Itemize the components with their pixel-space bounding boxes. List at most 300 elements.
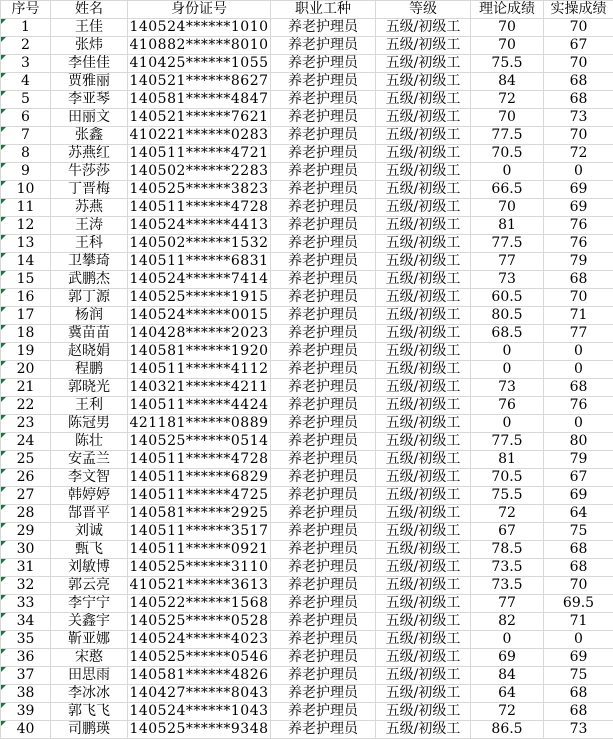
cell-practical[interactable]: 76	[544, 217, 613, 235]
cell-level[interactable]: 五级/初级工	[376, 289, 471, 307]
cell-id[interactable]: 140511******4725	[129, 487, 269, 503]
cell-serial[interactable]	[1, 325, 51, 343]
cell-job[interactable]: 养老护理员	[271, 595, 376, 613]
cell-name[interactable]: 李宁宁	[51, 595, 128, 613]
cell-job[interactable]: 养老护理员	[271, 541, 376, 559]
cell-name[interactable]: 田丽文	[51, 109, 128, 127]
cell-practical[interactable]: 0	[544, 163, 613, 181]
cell-level[interactable]: 五级/初级工	[376, 91, 471, 109]
cell-name[interactable]: 卫攀琦	[51, 253, 128, 271]
cell-level[interactable]: 五级/初级工	[376, 451, 471, 469]
cell-theory[interactable]: 86.5	[471, 721, 544, 739]
cell-level[interactable]: 五级/初级工	[376, 199, 471, 217]
cell-theory[interactable]: 77.5	[471, 127, 544, 145]
header-id-number[interactable]: 身份证号	[128, 1, 271, 19]
cell-level[interactable]: 五级/初级工	[376, 253, 471, 271]
cell-practical[interactable]: 0	[544, 631, 613, 649]
cell-theory[interactable]: 70.5	[471, 145, 544, 163]
cell-serial[interactable]	[1, 217, 51, 235]
cell-practical[interactable]: 68	[544, 379, 613, 397]
cell-id[interactable]: 421181******0889	[129, 415, 269, 431]
serial-number-text: 2	[21, 37, 30, 53]
cell-job[interactable]: 养老护理员	[271, 613, 376, 631]
cell-level[interactable]: 五级/初级工	[376, 667, 471, 685]
cell-name[interactable]: 冀苗苗	[51, 325, 128, 343]
cell-job[interactable]: 养老护理员	[271, 721, 376, 739]
cell-practical[interactable]: 70	[544, 19, 613, 37]
cell-level[interactable]: 五级/初级工	[376, 649, 471, 667]
cell-theory[interactable]: 73	[471, 271, 544, 289]
table-row	[1, 703, 613, 721]
cell-id[interactable]: 140525******0546	[129, 649, 269, 665]
cell-level[interactable]: 五级/初级工	[376, 721, 471, 739]
cell-level[interactable]: 五级/初级工	[376, 631, 471, 649]
cell-name[interactable]: 陈壮	[51, 433, 128, 451]
table-row	[1, 289, 613, 307]
header-theory-score[interactable]: 理论成绩	[471, 1, 544, 19]
cell-job[interactable]: 养老护理员	[271, 37, 376, 55]
cell-level[interactable]: 五级/初级工	[376, 181, 471, 199]
cell-level[interactable]: 五级/初级工	[376, 577, 471, 595]
cell-serial[interactable]	[1, 577, 51, 595]
cell-theory[interactable]: 70.5	[471, 469, 544, 487]
cell-name[interactable]: 程鹏	[51, 361, 128, 379]
cell-job[interactable]: 养老护理员	[271, 415, 376, 433]
cell-practical[interactable]: 68	[544, 559, 613, 577]
cell-theory[interactable]: 76	[471, 397, 544, 415]
cell-practical[interactable]: 77	[544, 325, 613, 343]
cell-theory[interactable]: 75.5	[471, 487, 544, 505]
cell-name[interactable]: 郭云亮	[51, 577, 128, 595]
cell-theory[interactable]: 73.5	[471, 559, 544, 577]
cell-serial[interactable]	[1, 253, 51, 271]
cell-serial[interactable]	[1, 451, 51, 469]
cell-serial[interactable]	[1, 631, 51, 649]
header-serial-number[interactable]: 序号	[1, 1, 51, 19]
cell-level[interactable]: 五级/初级工	[376, 55, 471, 73]
cell-id[interactable]: 140581******4847	[129, 91, 269, 107]
cell-name[interactable]: 张鑫	[51, 127, 128, 145]
cell-theory[interactable]: 77	[471, 253, 544, 271]
cell-name[interactable]: 司鹏瑛	[51, 721, 128, 739]
table-row	[1, 595, 613, 613]
cell-practical[interactable]: 69	[544, 199, 613, 217]
cell-job[interactable]: 养老护理员	[271, 505, 376, 523]
cell-id[interactable]: 140524******0015	[129, 307, 269, 323]
cell-serial[interactable]	[1, 307, 51, 325]
cell-name[interactable]: 李冰冰	[51, 685, 128, 703]
cell-id[interactable]: 140511******4721	[129, 145, 269, 161]
cell-serial[interactable]	[1, 73, 51, 91]
cell-practical[interactable]: 68	[544, 91, 613, 109]
cell-id[interactable]: 140525******1915	[129, 289, 269, 305]
cell-practical[interactable]: 73	[544, 109, 613, 127]
cell-level[interactable]: 五级/初级工	[376, 469, 471, 487]
cell-theory[interactable]: 73	[471, 379, 544, 397]
cell-practical[interactable]: 70	[544, 289, 613, 307]
cell-theory[interactable]: 0	[471, 415, 544, 433]
cell-job[interactable]: 养老护理员	[271, 271, 376, 289]
cell-level[interactable]: 五级/初级工	[376, 541, 471, 559]
cell-theory[interactable]: 72	[471, 505, 544, 523]
cell-name[interactable]: 关鑫宇	[51, 613, 128, 631]
cell-theory[interactable]: 0	[471, 163, 544, 181]
cell-job[interactable]: 养老护理员	[271, 199, 376, 217]
cell-name[interactable]: 靳亚娜	[51, 631, 128, 649]
cell-name[interactable]: 郭飞飞	[51, 703, 128, 721]
cell-name[interactable]: 丁晋梅	[51, 181, 128, 199]
cell-id[interactable]: 140581******2925	[129, 505, 269, 521]
cell-serial[interactable]	[1, 559, 51, 577]
cell-job[interactable]: 养老护理员	[271, 577, 376, 595]
cell-job[interactable]: 养老护理员	[271, 55, 376, 73]
cell-level[interactable]: 五级/初级工	[376, 379, 471, 397]
cell-id[interactable]: 140321******4211	[129, 379, 269, 395]
cell-name[interactable]: 郜晋平	[51, 505, 128, 523]
cell-job[interactable]: 养老护理员	[271, 91, 376, 109]
cell-id[interactable]: 410521******3613	[129, 577, 269, 593]
cell-job[interactable]: 养老护理员	[271, 685, 376, 703]
cell-name[interactable]: 李亚琴	[51, 91, 128, 109]
cell-serial[interactable]	[1, 613, 51, 631]
cell-job[interactable]: 养老护理员	[271, 163, 376, 181]
cell-job[interactable]: 养老护理员	[271, 667, 376, 685]
cell-practical[interactable]: 69	[544, 181, 613, 199]
cell-name[interactable]: 田思雨	[51, 667, 128, 685]
header-occupation[interactable]: 职业工种	[271, 1, 376, 19]
cell-practical[interactable]: 71	[544, 613, 613, 631]
cell-job[interactable]: 养老护理员	[271, 343, 376, 361]
cell-level[interactable]: 五级/初级工	[376, 19, 471, 37]
cell-theory[interactable]: 70	[471, 37, 544, 55]
cell-serial[interactable]	[1, 541, 51, 559]
cell-job[interactable]: 养老护理员	[271, 253, 376, 271]
cell-job[interactable]: 养老护理员	[271, 631, 376, 649]
cell-name[interactable]: 牛莎莎	[51, 163, 128, 181]
cell-level[interactable]: 五级/初级工	[376, 235, 471, 253]
cell-theory[interactable]: 72	[471, 703, 544, 721]
cell-name[interactable]: 甄飞	[51, 541, 128, 559]
cell-name[interactable]: 张炜	[51, 37, 128, 55]
cell-job[interactable]: 养老护理员	[271, 379, 376, 397]
cell-name[interactable]: 韩婷婷	[51, 487, 128, 505]
cell-id[interactable]: 140427******8043	[129, 685, 269, 701]
cell-serial[interactable]	[1, 91, 51, 109]
cell-practical[interactable]: 69.5	[544, 595, 613, 613]
cell-id[interactable]: 410221******0283	[129, 127, 269, 143]
cell-job[interactable]: 养老护理员	[271, 433, 376, 451]
cell-id[interactable]: 140525******9348	[129, 721, 269, 737]
cell-level[interactable]: 五级/初级工	[376, 433, 471, 451]
cell-serial[interactable]	[1, 109, 51, 127]
cell-theory[interactable]: 77.5	[471, 433, 544, 451]
cell-level[interactable]: 五级/初级工	[376, 505, 471, 523]
cell-serial[interactable]	[1, 469, 51, 487]
cell-theory[interactable]: 81	[471, 451, 544, 469]
cell-practical[interactable]: 71	[544, 307, 613, 325]
cell-name[interactable]: 苏燕红	[51, 145, 128, 163]
cell-practical[interactable]: 69	[544, 487, 613, 505]
cell-theory[interactable]: 64	[471, 685, 544, 703]
cell-theory[interactable]: 73.5	[471, 577, 544, 595]
cell-practical[interactable]: 68	[544, 541, 613, 559]
cell-level[interactable]: 五级/初级工	[376, 523, 471, 541]
cell-theory[interactable]: 78.5	[471, 541, 544, 559]
cell-id[interactable]: 140511******3517	[129, 523, 269, 539]
serial-number-text: 35	[16, 631, 35, 647]
cell-serial[interactable]	[1, 37, 51, 55]
cell-error-triangle-icon	[1, 505, 6, 510]
cell-practical[interactable]: 75	[544, 523, 613, 541]
cell-level[interactable]: 五级/初级工	[376, 271, 471, 289]
cell-practical[interactable]: 73	[544, 721, 613, 739]
cell-theory[interactable]: 66.5	[471, 181, 544, 199]
cell-id[interactable]: 140524******1010	[129, 19, 269, 35]
cell-serial[interactable]	[1, 127, 51, 145]
cell-theory[interactable]: 0	[471, 343, 544, 361]
cell-job[interactable]: 养老护理员	[271, 109, 376, 127]
cell-serial[interactable]	[1, 487, 51, 505]
cell-practical[interactable]: 64	[544, 505, 613, 523]
cell-theory[interactable]: 84	[471, 73, 544, 91]
cell-name[interactable]: 杨润	[51, 307, 128, 325]
cell-job[interactable]: 养老护理员	[271, 217, 376, 235]
cell-job[interactable]: 养老护理员	[271, 73, 376, 91]
cell-practical[interactable]: 79	[544, 451, 613, 469]
cell-name[interactable]: 宋憨	[51, 649, 128, 667]
cell-id[interactable]: 140524******4023	[129, 631, 269, 647]
cell-serial[interactable]	[1, 361, 51, 379]
cell-practical[interactable]: 76	[544, 397, 613, 415]
cell-serial[interactable]	[1, 163, 51, 181]
cell-job[interactable]: 养老护理员	[271, 325, 376, 343]
cell-serial[interactable]	[1, 343, 51, 361]
cell-error-triangle-icon	[1, 721, 6, 726]
cell-level[interactable]: 五级/初级工	[376, 109, 471, 127]
cell-serial[interactable]	[1, 505, 51, 523]
cell-level[interactable]: 五级/初级工	[376, 73, 471, 91]
cell-theory[interactable]: 70	[471, 199, 544, 217]
cell-serial[interactable]	[1, 181, 51, 199]
cell-job[interactable]: 养老护理员	[271, 145, 376, 163]
cell-id[interactable]: 140521******7621	[129, 109, 269, 125]
cell-practical[interactable]: 0	[544, 361, 613, 379]
cell-practical[interactable]: 68	[544, 685, 613, 703]
cell-name[interactable]: 赵晓娟	[51, 343, 128, 361]
cell-id[interactable]: 140521******8627	[129, 73, 269, 89]
cell-name[interactable]: 刘诚	[51, 523, 128, 541]
cell-level[interactable]: 五级/初级工	[376, 217, 471, 235]
cell-practical[interactable]: 0	[544, 415, 613, 433]
cell-practical[interactable]: 68	[544, 271, 613, 289]
cell-job[interactable]: 养老护理员	[271, 487, 376, 505]
cell-theory[interactable]: 70	[471, 109, 544, 127]
cell-job[interactable]: 养老护理员	[271, 19, 376, 37]
cell-job[interactable]: 养老护理员	[271, 361, 376, 379]
table-row	[1, 271, 613, 289]
cell-name[interactable]: 苏燕	[51, 199, 128, 217]
cell-name[interactable]: 郭晓光	[51, 379, 128, 397]
cell-name[interactable]: 王利	[51, 397, 128, 415]
cell-serial[interactable]	[1, 397, 51, 415]
cell-id[interactable]: 140525******3823	[129, 181, 269, 197]
cell-name[interactable]: 刘敏博	[51, 559, 128, 577]
cell-job[interactable]: 养老护理员	[271, 523, 376, 541]
cell-job[interactable]: 养老护理员	[271, 559, 376, 577]
cell-id[interactable]: 140511******0921	[129, 541, 269, 557]
cell-job[interactable]: 养老护理员	[271, 397, 376, 415]
cell-name[interactable]: 郭丁源	[51, 289, 128, 307]
cell-error-triangle-icon	[1, 217, 6, 222]
cell-level[interactable]: 五级/初级工	[376, 343, 471, 361]
cell-level[interactable]: 五级/初级工	[376, 685, 471, 703]
cell-level[interactable]: 五级/初级工	[376, 127, 471, 145]
cell-id[interactable]: 140581******4826	[129, 667, 269, 683]
cell-theory[interactable]: 72	[471, 91, 544, 109]
cell-practical[interactable]: 69	[544, 649, 613, 667]
cell-level[interactable]: 五级/初级工	[376, 613, 471, 631]
cell-id[interactable]: 410882******8010	[129, 37, 269, 53]
cell-practical[interactable]: 75	[544, 667, 613, 685]
serial-number-text: 6	[21, 109, 30, 125]
cell-theory[interactable]: 84	[471, 667, 544, 685]
cell-serial[interactable]	[1, 235, 51, 253]
cell-id[interactable]: 140511******4424	[129, 397, 269, 413]
cell-name[interactable]: 安孟兰	[51, 451, 128, 469]
cell-job[interactable]: 养老护理员	[271, 235, 376, 253]
cell-theory[interactable]: 69	[471, 649, 544, 667]
header-level[interactable]: 等级	[376, 1, 471, 19]
cell-error-triangle-icon	[1, 109, 6, 114]
cell-name[interactable]: 王涛	[51, 217, 128, 235]
cell-job[interactable]: 养老护理员	[271, 649, 376, 667]
cell-id[interactable]: 140502******2283	[129, 163, 269, 179]
cell-job[interactable]: 养老护理员	[271, 127, 376, 145]
cell-theory[interactable]: 75.5	[471, 55, 544, 73]
cell-job[interactable]: 养老护理员	[271, 469, 376, 487]
cell-theory[interactable]: 60.5	[471, 289, 544, 307]
cell-theory[interactable]: 80.5	[471, 307, 544, 325]
cell-name[interactable]: 李文智	[51, 469, 128, 487]
cell-serial[interactable]	[1, 649, 51, 667]
cell-id[interactable]: 140522******1568	[129, 595, 269, 611]
cell-practical[interactable]: 67	[544, 37, 613, 55]
header-practical-score[interactable]: 实操成绩	[544, 1, 613, 19]
cell-practical[interactable]: 70	[544, 577, 613, 595]
cell-serial[interactable]	[1, 379, 51, 397]
cell-serial[interactable]	[1, 55, 51, 73]
cell-serial[interactable]	[1, 721, 51, 739]
cell-level[interactable]: 五级/初级工	[376, 361, 471, 379]
cell-name[interactable]: 李佳佳	[51, 55, 128, 73]
cell-serial[interactable]	[1, 595, 51, 613]
cell-level[interactable]: 五级/初级工	[376, 415, 471, 433]
cell-id[interactable]: 140511******6831	[129, 253, 269, 269]
cell-id[interactable]: 140581******1920	[129, 343, 269, 359]
cell-practical[interactable]: 0	[544, 343, 613, 361]
cell-practical[interactable]: 67	[544, 469, 613, 487]
cell-level[interactable]: 五级/初级工	[376, 559, 471, 577]
cell-id[interactable]: 140511******4112	[129, 361, 269, 377]
cell-id[interactable]: 140524******1043	[129, 703, 269, 719]
cell-level[interactable]: 五级/初级工	[376, 703, 471, 721]
cell-serial[interactable]	[1, 19, 51, 37]
cell-job[interactable]: 养老护理员	[271, 289, 376, 307]
cell-level[interactable]: 五级/初级工	[376, 145, 471, 163]
cell-serial[interactable]	[1, 433, 51, 451]
cell-name[interactable]: 贾雅丽	[51, 73, 128, 91]
cell-practical[interactable]: 72	[544, 145, 613, 163]
cell-practical[interactable]: 80	[544, 433, 613, 451]
cell-serial[interactable]	[1, 523, 51, 541]
cell-level[interactable]: 五级/初级工	[376, 325, 471, 343]
cell-id[interactable]: 140511******6829	[129, 469, 269, 485]
cell-level[interactable]: 五级/初级工	[376, 487, 471, 505]
cell-theory[interactable]: 67	[471, 523, 544, 541]
cell-practical[interactable]: 76	[544, 235, 613, 253]
cell-error-triangle-icon	[1, 235, 6, 240]
cell-id[interactable]: 140524******4413	[129, 217, 269, 233]
cell-serial[interactable]	[1, 415, 51, 433]
cell-name[interactable]: 武鹏杰	[51, 271, 128, 289]
cell-id[interactable]: 140525******3110	[129, 559, 269, 575]
cell-theory[interactable]: 81	[471, 217, 544, 235]
cell-theory[interactable]: 70	[471, 19, 544, 37]
cell-level[interactable]: 五级/初级工	[376, 37, 471, 55]
cell-id[interactable]: 140525******0528	[129, 613, 269, 629]
cell-theory[interactable]: 0	[471, 361, 544, 379]
cell-theory[interactable]: 77.5	[471, 235, 544, 253]
cell-id[interactable]: 140524******7414	[129, 271, 269, 287]
header-name[interactable]: 姓名	[51, 1, 128, 19]
cell-id[interactable]: 140525******0514	[129, 433, 269, 449]
cell-serial[interactable]	[1, 271, 51, 289]
cell-id[interactable]: 140502******1532	[129, 235, 269, 251]
cell-practical[interactable]: 70	[544, 127, 613, 145]
cell-level[interactable]: 五级/初级工	[376, 307, 471, 325]
cell-id[interactable]: 140428******2023	[129, 325, 269, 341]
serial-number-text: 38	[16, 685, 35, 701]
cell-id[interactable]: 140511******4728	[129, 199, 269, 215]
cell-name[interactable]: 王科	[51, 235, 128, 253]
cell-job[interactable]: 养老护理员	[271, 703, 376, 721]
cell-serial[interactable]	[1, 289, 51, 307]
cell-serial[interactable]	[1, 667, 51, 685]
cell-level[interactable]: 五级/初级工	[376, 595, 471, 613]
cell-practical[interactable]: 68	[544, 703, 613, 721]
cell-theory[interactable]: 68.5	[471, 325, 544, 343]
cell-practical[interactable]: 68	[544, 73, 613, 91]
cell-theory[interactable]: 77	[471, 595, 544, 613]
cell-serial[interactable]	[1, 685, 51, 703]
cell-serial[interactable]	[1, 199, 51, 217]
cell-serial[interactable]	[1, 145, 51, 163]
cell-theory[interactable]: 0	[471, 631, 544, 649]
cell-job[interactable]: 养老护理员	[271, 181, 376, 199]
cell-name[interactable]: 王佳	[51, 19, 128, 37]
cell-practical[interactable]: 70	[544, 55, 613, 73]
cell-id[interactable]: 410425******1055	[129, 55, 269, 71]
cell-theory[interactable]: 82	[471, 613, 544, 631]
cell-job[interactable]: 养老护理员	[271, 307, 376, 325]
cell-practical[interactable]: 79	[544, 253, 613, 271]
cell-level[interactable]: 五级/初级工	[376, 163, 471, 181]
cell-level[interactable]: 五级/初级工	[376, 397, 471, 415]
cell-serial[interactable]	[1, 703, 51, 721]
cell-name[interactable]: 陈冠男	[51, 415, 128, 433]
cell-id[interactable]: 140511******4728	[129, 451, 269, 467]
cell-job[interactable]: 养老护理员	[271, 451, 376, 469]
